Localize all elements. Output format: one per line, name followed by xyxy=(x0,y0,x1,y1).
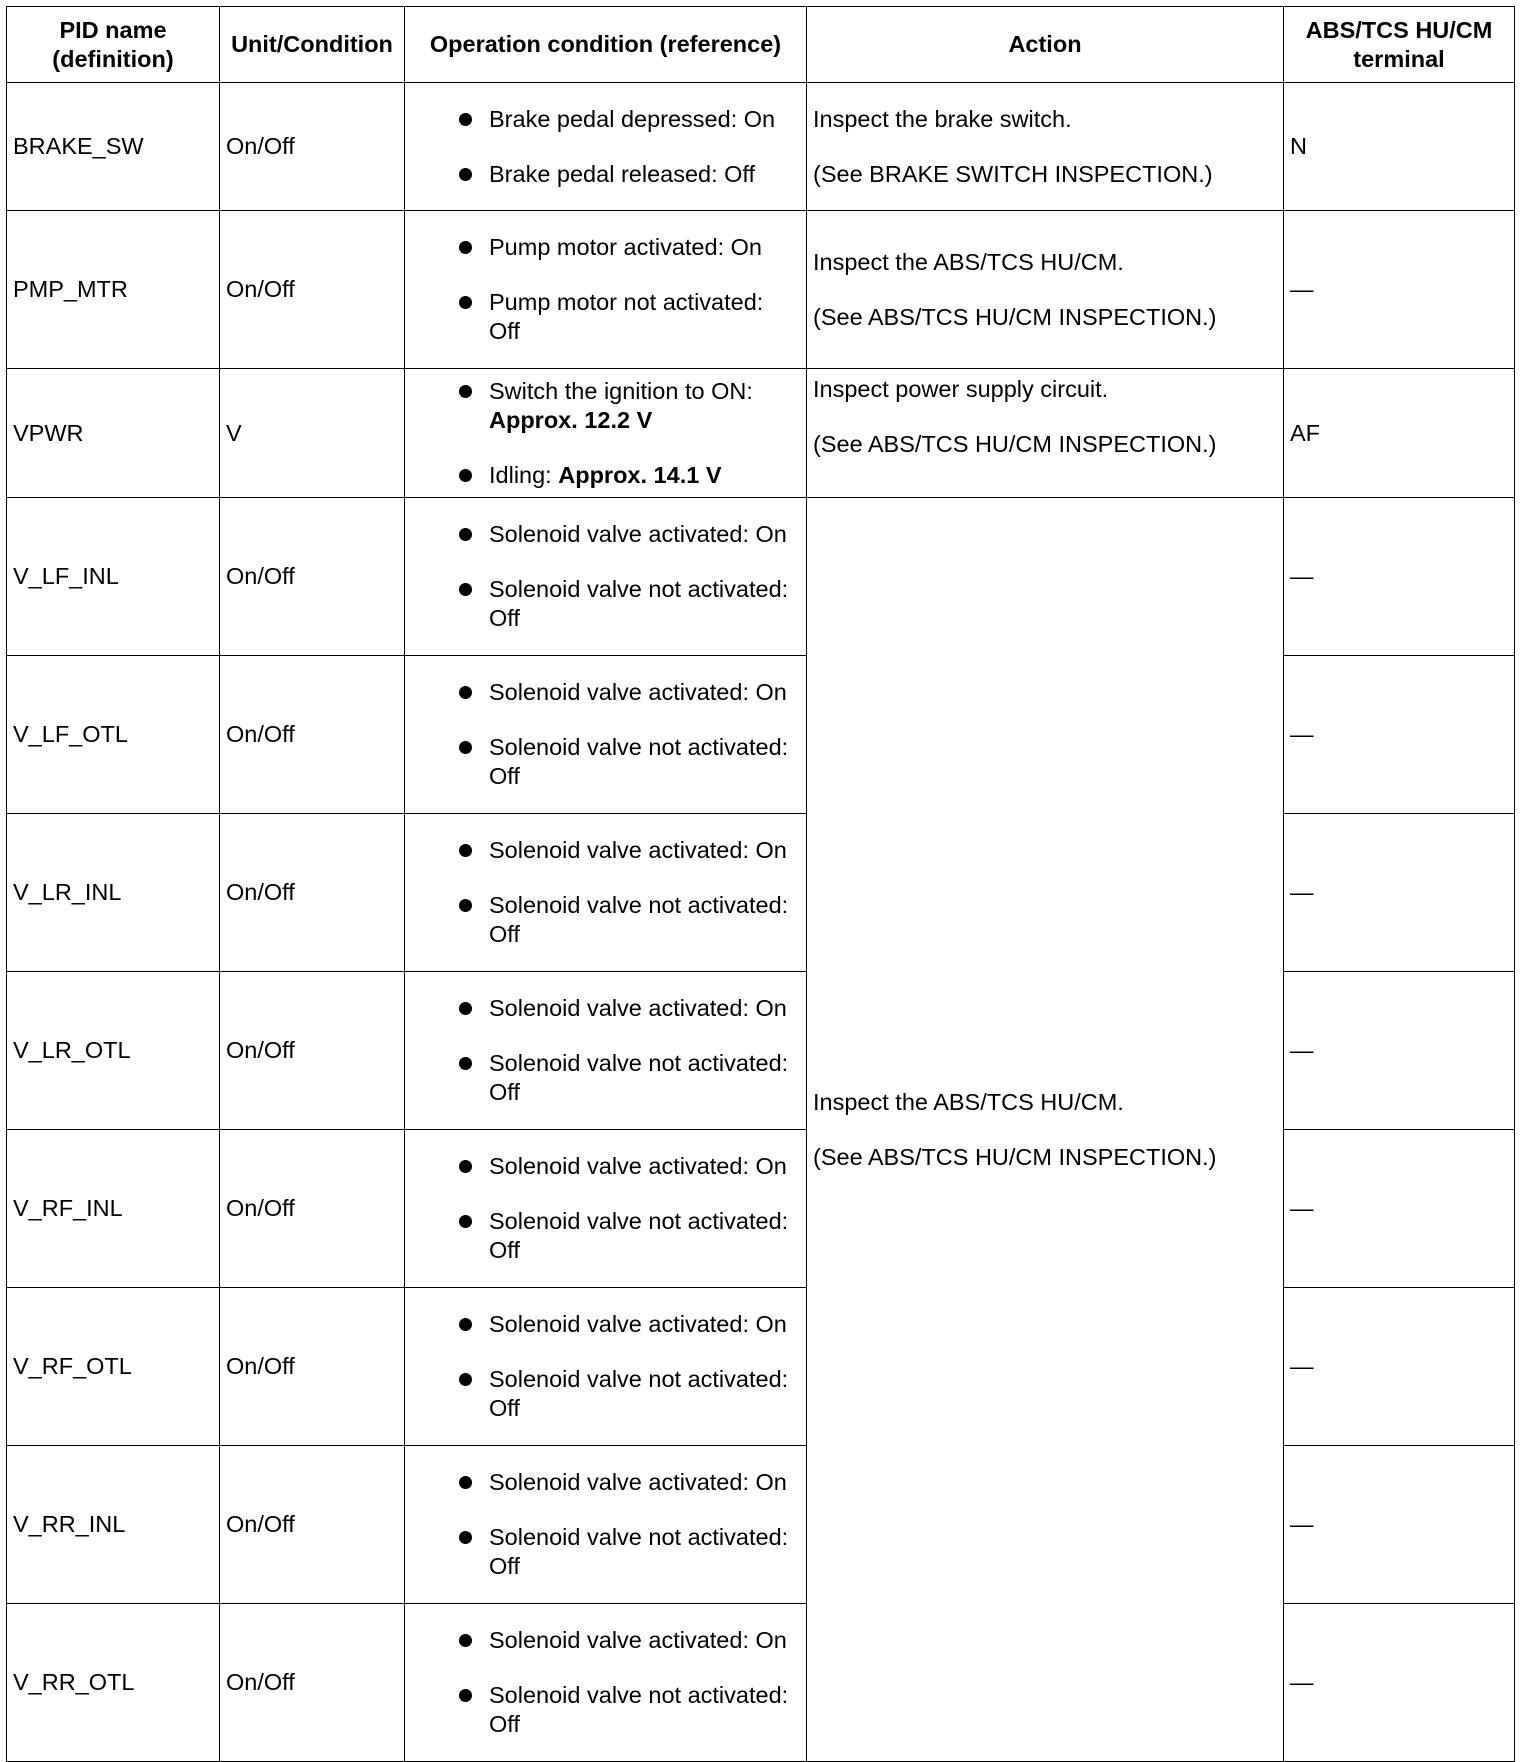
condition-text: Solenoid valve activated: On xyxy=(489,1311,787,1337)
operation-conditions xyxy=(405,498,807,656)
condition-item xyxy=(411,733,800,791)
condition-item xyxy=(411,461,800,490)
condition-text: Solenoid valve activated: On xyxy=(489,995,787,1021)
terminal: N xyxy=(1284,83,1515,211)
operation-conditions xyxy=(405,814,807,972)
terminal: — xyxy=(1284,498,1515,656)
action-reference: (See ABS/TCS HU/CM INSPECTION.) xyxy=(813,1143,1217,1170)
action-cell xyxy=(807,211,1284,369)
bullet-icon xyxy=(459,1689,472,1702)
unit: On/Off xyxy=(220,1130,405,1288)
table-row xyxy=(7,1288,1515,1446)
bullet-icon xyxy=(459,528,472,541)
operation-conditions xyxy=(405,1446,807,1604)
table-header-row xyxy=(7,7,1515,83)
condition-item xyxy=(411,1365,800,1423)
table-row xyxy=(7,498,1515,656)
bullet-icon xyxy=(459,741,472,754)
pid-name: PMP_MTR xyxy=(7,211,220,369)
condition-text: Solenoid valve not activated: Off xyxy=(489,576,789,631)
condition-item xyxy=(411,1207,800,1265)
pid-name: V_LF_INL xyxy=(7,498,220,656)
condition-text: Solenoid valve not activated: Off xyxy=(489,1208,789,1263)
header-action: Action xyxy=(807,7,1284,83)
bullet-icon xyxy=(459,168,472,181)
condition-text: Solenoid valve activated: On xyxy=(489,1153,787,1179)
bullet-icon xyxy=(459,1057,472,1070)
table-row xyxy=(7,211,1515,369)
action-text: Inspect the brake switch. xyxy=(813,105,1072,132)
operation-conditions xyxy=(405,369,807,498)
unit: On/Off xyxy=(220,972,405,1130)
terminal: — xyxy=(1284,211,1515,369)
unit: On/Off xyxy=(220,498,405,656)
condition-item xyxy=(411,1152,800,1181)
condition-text: Pump motor activated: On xyxy=(489,234,762,260)
bullet-icon xyxy=(459,1373,472,1386)
action-text: Inspect power supply circuit. xyxy=(813,376,1109,402)
bullet-icon xyxy=(459,1531,472,1544)
operation-conditions xyxy=(405,83,807,211)
bullet-icon xyxy=(459,1002,472,1015)
pid-name: V_LR_OTL xyxy=(7,972,220,1130)
condition-item xyxy=(411,288,800,346)
terminal: AF xyxy=(1284,369,1515,498)
bullet-icon xyxy=(459,686,472,699)
unit: On/Off xyxy=(220,211,405,369)
unit: On/Off xyxy=(220,83,405,211)
merged-action-cell xyxy=(807,498,1284,1762)
condition-item xyxy=(411,994,800,1023)
condition-value: Approx. 12.2 V xyxy=(489,406,653,433)
condition-item xyxy=(411,105,800,134)
action-cell xyxy=(807,369,1284,498)
action-reference: (See BRAKE SWITCH INSPECTION.) xyxy=(813,160,1213,187)
condition-item xyxy=(411,1049,800,1107)
condition-text: Idling: xyxy=(489,461,552,488)
condition-value: Approx. 14.1 V xyxy=(558,461,722,488)
terminal: — xyxy=(1284,1604,1515,1762)
condition-text: Solenoid valve activated: On xyxy=(489,1469,787,1495)
table-row xyxy=(7,656,1515,814)
operation-conditions xyxy=(405,1130,807,1288)
condition-text: Switch the ignition to ON: xyxy=(489,377,753,404)
unit: On/Off xyxy=(220,656,405,814)
bullet-icon xyxy=(459,1634,472,1647)
bullet-icon xyxy=(459,583,472,596)
operation-conditions xyxy=(405,972,807,1130)
bullet-icon xyxy=(459,1318,472,1331)
operation-conditions xyxy=(405,211,807,369)
bullet-icon xyxy=(459,113,472,126)
bullet-icon xyxy=(459,385,472,398)
condition-text: Brake pedal released: Off xyxy=(489,160,756,187)
unit: On/Off xyxy=(220,1604,405,1762)
condition-text: Solenoid valve activated: On xyxy=(489,679,787,705)
header-pid-name: PID name (definition) xyxy=(7,7,220,83)
bullet-icon xyxy=(459,1476,472,1489)
condition-item xyxy=(411,1523,800,1581)
terminal: — xyxy=(1284,1130,1515,1288)
bullet-icon xyxy=(459,241,472,254)
bullet-icon xyxy=(459,296,472,309)
condition-text: Solenoid valve activated: On xyxy=(489,837,787,863)
bullet-icon xyxy=(459,844,472,857)
action-text: Inspect the ABS/TCS HU/CM. xyxy=(813,248,1124,275)
table-row xyxy=(7,1604,1515,1762)
bullet-icon xyxy=(459,1160,472,1173)
operation-conditions xyxy=(405,656,807,814)
pid-name: V_RF_INL xyxy=(7,1130,220,1288)
table-row xyxy=(7,972,1515,1130)
condition-item xyxy=(411,891,800,949)
header-unit: Unit/Condition xyxy=(220,7,405,83)
unit: On/Off xyxy=(220,1288,405,1446)
pid-name: V_RR_INL xyxy=(7,1446,220,1604)
pid-name: V_RR_OTL xyxy=(7,1604,220,1762)
action-reference: (See ABS/TCS HU/CM INSPECTION.) xyxy=(813,303,1217,330)
condition-text: Brake pedal depressed: On xyxy=(489,105,776,132)
condition-text: Solenoid valve activated: On xyxy=(489,521,787,547)
pid-table xyxy=(6,6,1515,1762)
condition-item xyxy=(411,377,800,435)
unit: V xyxy=(220,369,405,498)
condition-item xyxy=(411,520,800,549)
pid-name: VPWR xyxy=(7,369,220,498)
unit: On/Off xyxy=(220,1446,405,1604)
pid-name: V_LR_INL xyxy=(7,814,220,972)
pid-name: V_RF_OTL xyxy=(7,1288,220,1446)
condition-item xyxy=(411,1681,800,1739)
unit: On/Off xyxy=(220,814,405,972)
header-terminal: ABS/TCS HU/CM terminal xyxy=(1284,7,1515,83)
operation-conditions xyxy=(405,1288,807,1446)
condition-item xyxy=(411,1626,800,1655)
condition-text: Solenoid valve not activated: Off xyxy=(489,734,789,789)
operation-conditions xyxy=(405,1604,807,1762)
condition-item xyxy=(411,1468,800,1497)
action-cell xyxy=(807,83,1284,211)
condition-item xyxy=(411,836,800,865)
table-row xyxy=(7,814,1515,972)
terminal: — xyxy=(1284,1446,1515,1604)
condition-text: Solenoid valve not activated: Off xyxy=(489,1524,789,1579)
condition-item xyxy=(411,233,800,262)
table-row xyxy=(7,369,1515,498)
condition-text: Solenoid valve not activated: Off xyxy=(489,1050,789,1105)
terminal: — xyxy=(1284,1288,1515,1446)
condition-item xyxy=(411,678,800,707)
pid-name: BRAKE_SW xyxy=(7,83,220,211)
condition-text: Solenoid valve not activated: Off xyxy=(489,1682,789,1737)
condition-text: Solenoid valve not activated: Off xyxy=(489,892,789,947)
condition-text: Pump motor not activated: Off xyxy=(489,289,764,344)
pid-name: V_LF_OTL xyxy=(7,656,220,814)
table-row xyxy=(7,1130,1515,1288)
condition-text: Solenoid valve activated: On xyxy=(489,1627,787,1653)
bullet-icon xyxy=(459,1215,472,1228)
table-row xyxy=(7,1446,1515,1604)
terminal: — xyxy=(1284,656,1515,814)
terminal: — xyxy=(1284,972,1515,1130)
terminal: — xyxy=(1284,814,1515,972)
bullet-icon xyxy=(459,469,472,482)
condition-item xyxy=(411,160,800,189)
table-row xyxy=(7,83,1515,211)
condition-text: Solenoid valve not activated: Off xyxy=(489,1366,789,1421)
condition-item xyxy=(411,1310,800,1339)
condition-item xyxy=(411,575,800,633)
action-text: Inspect the ABS/TCS HU/CM. xyxy=(813,1088,1124,1115)
header-operation: Operation condition (reference) xyxy=(405,7,807,83)
action-reference: (See ABS/TCS HU/CM INSPECTION.) xyxy=(813,431,1217,457)
bullet-icon xyxy=(459,899,472,912)
